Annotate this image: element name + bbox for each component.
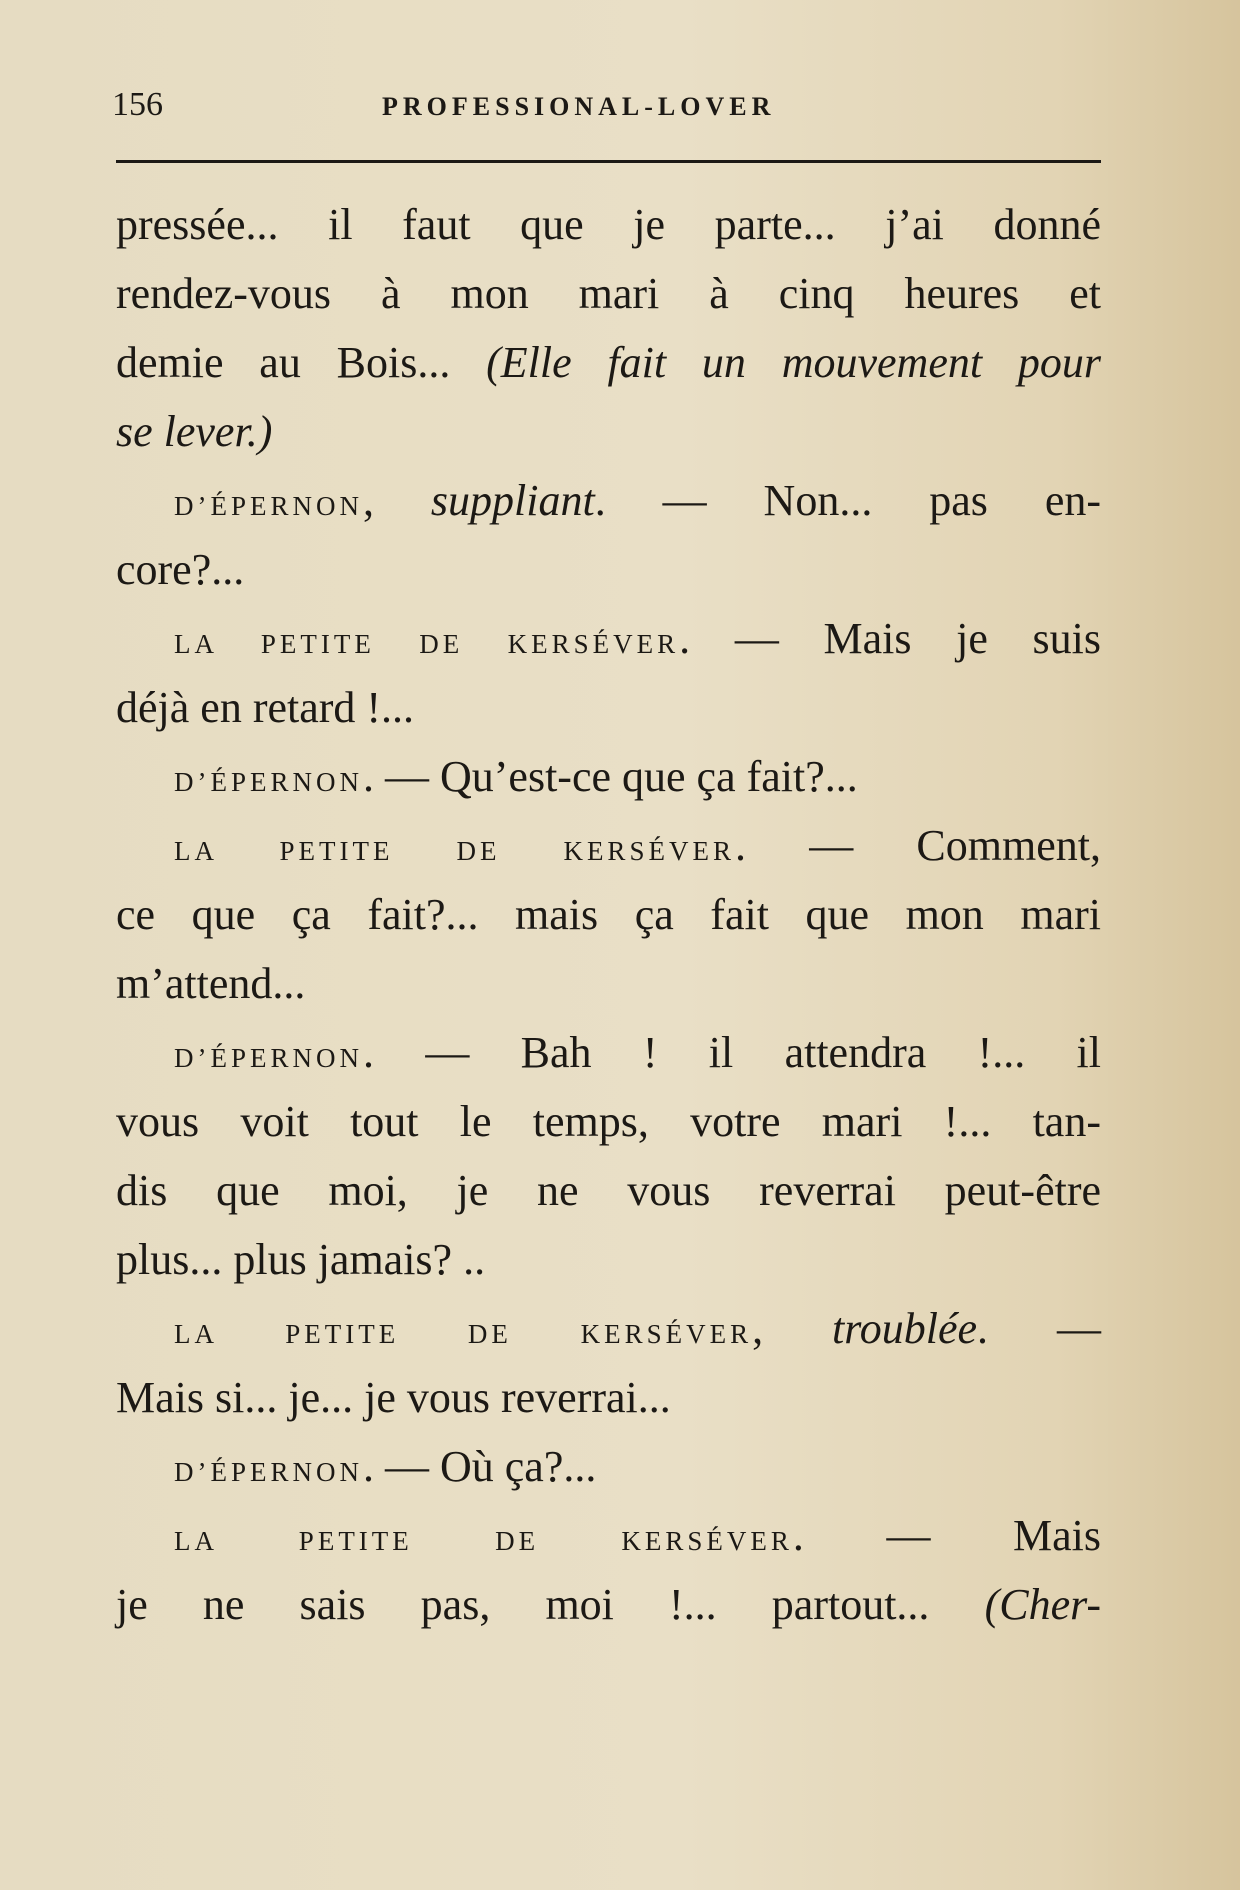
dialogue-line: D’ÉPERNON. — Où ça?... (174, 1442, 597, 1491)
text-line: je ne sais pas, moi !... partout... (Cher- (116, 1580, 1101, 1629)
speaker-name: D’ÉPERNON (174, 1043, 363, 1073)
dialogue-line: D’ÉPERNON. — Qu’est-ce que ça fait?... (174, 752, 858, 801)
header-rule (116, 160, 1101, 163)
body-text (116, 190, 1101, 1639)
text-line: déjà en retard !... (116, 683, 415, 732)
dialogue-line: LA PETITE DE KERSÉVER. — Mais (174, 1511, 1101, 1560)
dialogue-line: LA PETITE DE KERSÉVER. — Comment, (174, 821, 1101, 870)
text-line: demie au Bois... (Elle fait un mouvement pour (116, 338, 1102, 387)
stage-direction: (Cher- (984, 1580, 1101, 1629)
speaker-name: D’ÉPERNON (174, 491, 363, 521)
text-line: dis que moi, je ne vous reverrai peut-être (116, 1166, 1101, 1215)
stage-direction: (Elle fait un mouvement pour (486, 338, 1102, 387)
speaker-name: LA PETITE DE KERSÉVER (174, 1319, 753, 1349)
text-line: core?... (116, 545, 245, 594)
text-line: vous voit tout le temps, votre mari !... tan- (116, 1097, 1101, 1146)
text-line: pressée... il faut que je parte... j’ai donné (116, 200, 1101, 249)
text-line: rendez-vous à mon mari à cinq heures et (116, 269, 1101, 318)
text-line (116, 397, 1101, 466)
speaker-name: LA PETITE DE KERSÉVER (174, 629, 680, 659)
text-line: Mais si... je... je vous reverrai... (116, 1373, 671, 1422)
dialogue-line: LA PETITE DE KERSÉVER. — Mais je suis (174, 614, 1101, 663)
dialogue-line: D’ÉPERNON. — Bah ! il attendra !... il (174, 1028, 1101, 1077)
speaker-name: D’ÉPERNON (174, 1457, 363, 1487)
text-line: plus... plus jamais? .. (116, 1235, 486, 1284)
page-number: 156 (112, 86, 163, 123)
running-title: PROFESSIONAL-LOVER (382, 92, 776, 121)
speaker-name: LA PETITE DE KERSÉVER (174, 836, 735, 866)
speaker-name: LA PETITE DE KERSÉVER (174, 1526, 793, 1556)
dialogue-line: LA PETITE DE KERSÉVER, troublée. — (174, 1304, 1101, 1353)
stage-direction: troublée (832, 1304, 978, 1353)
stage-direction: se lever.) (116, 407, 273, 456)
stage-direction: suppliant (430, 476, 595, 525)
dialogue-line: D’ÉPERNON, suppliant. — Non... pas en- (174, 476, 1102, 525)
page-header (112, 80, 1102, 130)
text-line: m’attend... (116, 959, 306, 1008)
speaker-name: D’ÉPERNON (174, 767, 363, 797)
text-line: ce que ça fait?... mais ça fait que mon mari (116, 890, 1101, 939)
